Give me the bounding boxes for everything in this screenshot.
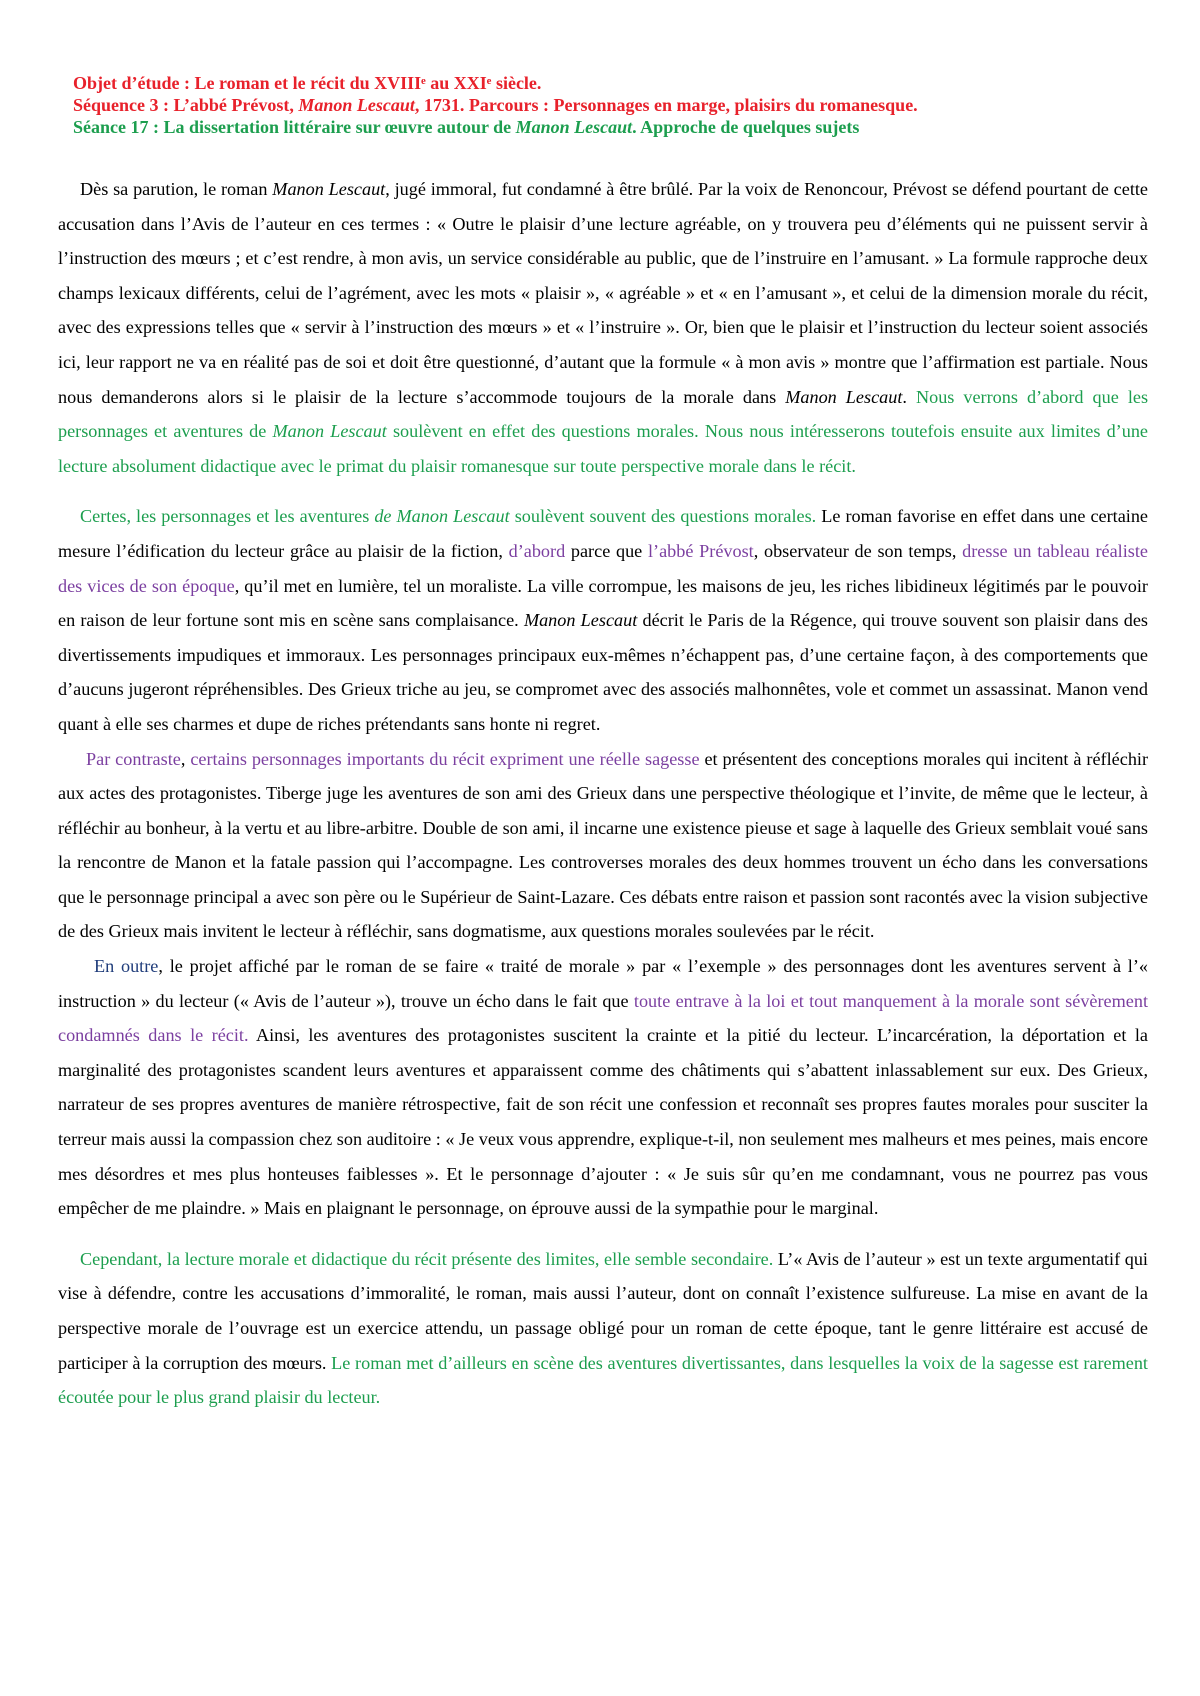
part-one-second-paragraph: Par contraste, certains personnages importants du récit expriment une réelle sagesse et présentent des conceptions morales qui incitent à réfléchir aux actes des protagonistes. Tiberge juge les aventures de son ami des Grieux dans une perspective théologique et l’invite, de même que le lecteur, à réfléchir au bonheur, à la vertu et au libre-arbitre. Double de son ami, il incarne une existence pieuse et sage à laquelle des Grieux semblait voué sans la rencontre de Manon et la fatale passion qui l’accompagne. Les controverses morales des deux hommes trouvent un écho dans les conversations que le personnage principal a avec son père ou le Supérieur de Saint-Lazare. Ces débats entre raison et passion sont racontés avec la vision subjective de des Grieux mais invitent le lecteur à réfléchir, sans dogmatisme, aux questions morales soulevées par le récit. — [58, 748, 1149, 942]
header-objet: Objet d’étude : Le roman et le récit du XVIIIᵉ au XXIᵉ siècle. — [73, 73, 542, 93]
connector-par-contraste: Par contraste — [86, 748, 181, 769]
part-one-third-paragraph: En outre, le projet affiché par le roman de se faire « traité de morale » par « l’exemple » des personnages dont les aventures servent à l’« instruction » du lecteur (« Avis de l’auteur »), trouve un écho dans le fait que toute entrave à la loi et tout manquement à la morale sont sévèrement condamnés dans le récit. Ainsi, les aventures des protagonistes suscitent la crainte et la pitié du lecteur. L’incarcération, la déportation et la marginalité des protagonistes scandent leurs aventures et apparaissent comme des châtiments qui s’abattent inlassablement sur eux. Des Grieux, narrateur de ses propres aventures de manière rétrospective, fait de son récit une confession et reconnaît ses propres fautes morales pour susciter la terreur mais aussi la compassion chez son auditoire : « Je veux vous apprendre, explique-t-il, non seulement mes malheurs et mes peines, mais encore mes désordres et mes plus honteuses faiblesses ». Et le personnage d’ajouter : « Je suis sûr qu’en me condamnant, vous ne pourrez pas vous empêcher de me plaindre. » Mais en plaignant le personnage, on éprouve aussi de la sympathie pour le marginal. — [58, 956, 1149, 1219]
header-sequence: Séquence 3 : L’abbé Prévost, Manon Lescaut, 1731. Parcours : Personnages en marge, plaisirs du romanesque. — [73, 95, 918, 115]
part-two-argument: Le roman met d’ailleurs en scène des aventures divertissantes, dans lesquelles la voix de la sagesse est rarement écoutée pour le plus grand plaisir du lecteur. — [58, 1352, 1148, 1408]
connector-dabord: d’abord — [508, 540, 566, 561]
part-one-thesis: Certes, les personnages et les aventures de Manon Lescaut soulèvent souvent des questions morales. — [80, 506, 817, 527]
document-body — [58, 172, 1148, 1415]
author-mention: l’abbé Prévost — [647, 540, 754, 561]
argument-three: toute entrave à la loi et tout manquement à la morale sont sévèrement condamnés dans le récit. — [58, 990, 1148, 1046]
connector-en-outre: En outre — [94, 956, 159, 977]
part-two-paragraph: Cependant, la lecture morale et didactique du récit présente des limites, elle semble secondaire. L’« Avis de l’auteur » est un texte argumentatif qui vise à défendre, contre les accusations d’immoralité, le roman, mais aussi l’auteur, dont on connaît l’existence sulfureuse. La mise en avant de la perspective morale de l’ouvrage est un exercice attendu, un passage obligé pour un roman de cette époque, tant le genre littéraire est accusé de participer à la corruption des mœurs. Le roman met d’ailleurs en scène des aventures divertissantes, dans lesquelles la voix de la sagesse est rarement écoutée pour le plus grand plaisir du lecteur. — [58, 1248, 1148, 1408]
header-seance: Séance 17 : La dissertation littéraire sur œuvre autour de Manon Lescaut. Approche de quelques sujets — [73, 117, 860, 137]
argument-two: certains personnages importants du récit expriment une réelle sagesse — [190, 748, 700, 769]
document-header — [73, 72, 1153, 138]
introduction-paragraph: Dès sa parution, le roman Manon Lescaut, jugé immoral, fut condamné à être brûlé. Par la voix de Renoncour, Prévost se défend pourtant de cette accusation dans l’Avis de l’auteur en ces termes : « Outre le plaisir d’une lecture agréable, on y trouvera peu d’éléments qui ne puissent servir à l’instruction des mœurs ; et c’est rendre, à mon avis, un service considérable au public, que de l’instruire en l’amusant. » La formule rapproche deux champs lexicaux différents, celui de l’agrément, avec les mots « plaisir », « agréable » et « en l’amusant », et celui de la dimension morale du récit, avec des expressions telles que « servir à l’instruction des mœurs » et « l’instruire ». Or, bien que le plaisir et l’instruction du lecteur soient associés ici, leur rapport ne va en réalité pas de soi et doit être questionné, d’autant que la formule « à mon avis » montre que l’affirmation est partiale. Nous nous demanderons alors si le plaisir de la lecture s’accommode toujours de la morale dans Manon Lescaut. Nous verrons d’abord que les personnages et aventures de Manon Lescaut soulèvent en effet des questions morales. Nous nous intéresserons toutefois ensuite aux limites d’une lecture absolument didactique avec le primat du plaisir romanesque sur toute perspective morale dans le récit. — [58, 179, 1149, 476]
part-two-thesis: Cependant, la lecture morale et didactique du récit présente des limites, elle semble secondaire. — [80, 1248, 774, 1269]
argument-one: dresse un tableau réaliste des vices de son époque — [58, 540, 1148, 596]
part-one-paragraph: Certes, les personnages et les aventures de Manon Lescaut soulèvent souvent des questions morales. Le roman favorise en effet dans une certaine mesure l’édification du lecteur grâce au plaisir de la fiction, d’abord parce que l’abbé Prévost, observateur de son temps, dresse un tableau réaliste des vices de son époque, qu’il met en lumière, tel un moraliste. La ville corrompue, les maisons de jeu, les riches libidineux légitimés par le pouvoir en raison de leur fortune sont mis en scène sans complaisance. Manon Lescaut décrit le Paris de la Régence, qui trouve souvent son plaisir dans des divertissements impudiques et immoraux. Les personnages principaux eux-mêmes n’échappent pas, d’une certaine façon, à des comportements que d’aucuns jugeront répréhensibles. Des Grieux triche au jeu, se compromet avec des associés malhonnêtes, vole et commet un assassinat. Manon vend quant à elle ses charmes et dupe de riches prétendants sans honte ni regret. — [58, 506, 1148, 734]
plan-announcement: Nous verrons d’abord que les personnages et aventures de Manon Lescaut soulèvent en effet des questions morales. Nous nous intéresserons toutefois ensuite aux limites d’une lecture absolument didactique avec le primat du plaisir romanesque sur toute perspective morale dans le récit. — [58, 386, 1149, 476]
